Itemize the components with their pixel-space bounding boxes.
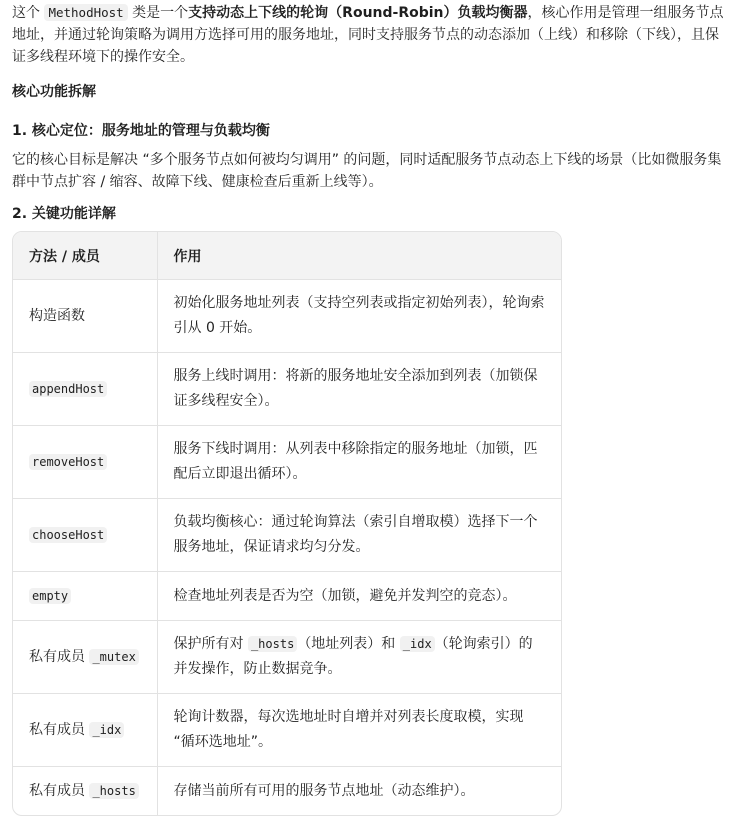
table-row — [13, 353, 561, 426]
member-code: _mutex — [89, 649, 138, 665]
table-row — [13, 621, 561, 694]
intro-highlight: 支持动态上下线的轮询（Round-Robin）负载均衡器 — [188, 5, 528, 21]
table-row — [13, 694, 561, 767]
class-name-code: MethodHost — [44, 4, 127, 21]
member-cell — [13, 353, 157, 426]
member-code: empty — [29, 588, 71, 604]
member-label: 私有成员 — [29, 782, 90, 799]
member-cell — [13, 767, 157, 816]
table-row — [13, 426, 561, 499]
section-core-heading: 核心功能拆解 — [12, 84, 96, 100]
table-row — [13, 280, 561, 353]
member-code: appendHost — [29, 381, 107, 397]
description-cell: 初始化服务地址列表（支持空列表或指定初始列表），轮询索引从 0 开始。 — [157, 280, 561, 353]
member-cell — [13, 572, 157, 621]
desc-part: （地址列表）和 — [297, 636, 400, 652]
member-label: 私有成员 — [29, 648, 90, 665]
member-code: removeHost — [29, 454, 107, 470]
member-label: 私有成员 — [29, 721, 90, 738]
section-1-heading: 1. 核心定位：服务地址的管理与负载均衡 — [12, 123, 270, 139]
intro-mid: 类是一个 — [127, 5, 189, 21]
description-cell: 服务上线时调用：将新的服务地址安全添加到列表（加锁保证多线程安全）。 — [157, 353, 561, 426]
description-cell: 服务下线时调用：从列表中移除指定的服务地址（加锁，匹配后立即退出循环）。 — [157, 426, 561, 499]
member-label: 构造函数 — [29, 307, 85, 324]
member-cell — [13, 426, 157, 499]
section-1-body: 它的核心目标是解决 “多个服务节点如何被均匀调用” 的问题，同时适配服务节点动态上下线的场景（比如微服务集群中节点扩容 / 缩容、故障下线、健康检查后重新上线等）。 — [12, 152, 722, 190]
description-cell: 负载均衡核心：通过轮询算法（索引自增取模）选择下一个服务地址，保证请求均匀分发。 — [157, 499, 561, 572]
desc-code: _idx — [400, 636, 435, 652]
header-member: 方法 / 成员 — [13, 232, 157, 280]
section-2-heading: 2. 关键功能详解 — [12, 206, 116, 222]
description-cell: 检查地址列表是否为空（加锁，避免并发判空的竞态）。 — [157, 572, 561, 621]
table-row — [13, 572, 561, 621]
member-cell — [13, 280, 157, 353]
member-code: chooseHost — [29, 527, 107, 543]
desc-part: （轮询索引）的并发操作，防止数据竞争。 — [173, 636, 533, 677]
table-row — [13, 499, 561, 572]
intro-prefix: 这个 — [12, 5, 45, 21]
intro-suffix: ，核心作用是管理一组服务节点地址，并通过轮询策略为调用方选择可用的服务地址，同时支持服务节点的动态添加（上线）和移除（下线），且保证多线程环境下的操作安全。 — [12, 5, 724, 65]
function-table — [12, 231, 562, 816]
desc-code: _hosts — [248, 636, 297, 652]
member-code: _hosts — [89, 783, 138, 799]
description-cell: 轮询计数器，每次选地址时自增并对列表长度取模，实现 “循环选地址”。 — [157, 694, 561, 767]
intro-paragraph — [12, 0, 724, 68]
table-row — [13, 767, 561, 816]
member-cell — [13, 694, 157, 767]
desc-part: 保护所有对 — [173, 636, 248, 652]
header-description: 作用 — [157, 232, 561, 280]
member-cell — [13, 499, 157, 572]
description-cell — [157, 621, 561, 694]
description-cell: 存储当前所有可用的服务节点地址（动态维护）。 — [157, 767, 561, 816]
member-cell — [13, 621, 157, 694]
table-header-row — [13, 232, 561, 280]
member-code: _idx — [89, 722, 124, 738]
